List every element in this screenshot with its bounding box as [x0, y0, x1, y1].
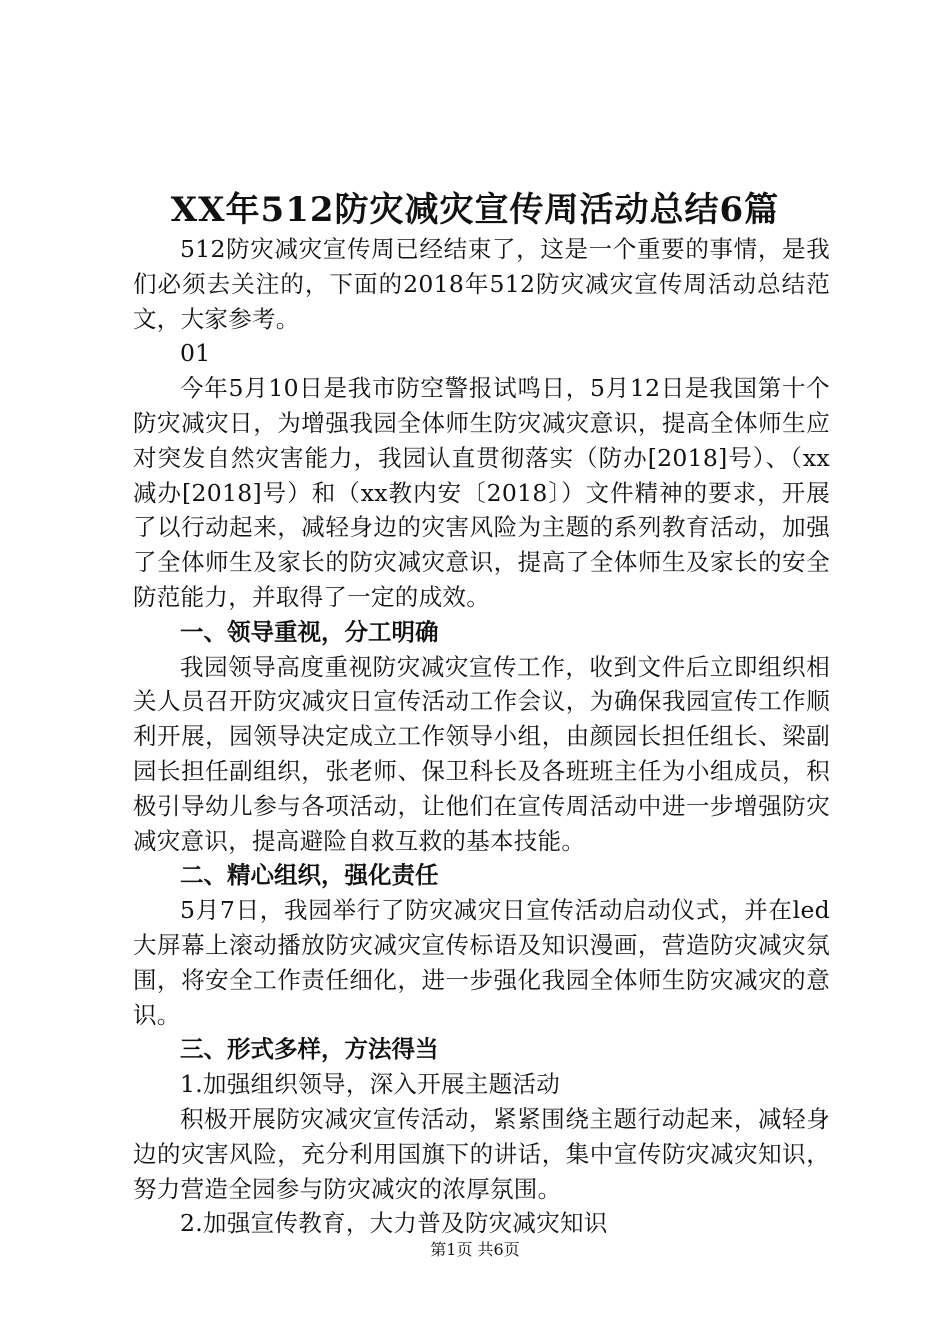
subheading: 2.加强宣传教育，大力普及防灾减灾知识	[180, 1209, 608, 1238]
body-paragraph: 今年5月10日是我市防空警报试鸣日，5月12日是我国第十个防灾减灾日，为增强我园全体师生防灾减灾意识，提高全体师生应对突发自然灾害能力，我园认直贯彻落实（防办[2018]号）、（xx减办[2018]号）和（xx教内安〔2018〕）文件精神的要求，开展了以行动起来，减轻身边的灾害风险为主题的系列教育活动，加强了全体师生及家长的防灾减灾意识，提高了全体师生及家长的安全防范能力，并取得了一定的成效。	[133, 374, 830, 611]
page-footer: 第1页 共6页	[430, 1240, 520, 1259]
body-paragraph: 我园领导高度重视防灾减灾宣传工作，收到文件后立即组织相关人员召开防灾减灾日宣传活动工作会议，为确保我园宣传工作顺利开展，园领导决定成立工作领导小组，由颜园长担任组长、梁副园长担任副组织，张老师、保卫科长及各班班主任为小组成员，积极引导幼儿参与各项活动，让他们在宣传周活动中进一步增强防灾减灾意识，提高避险自救互救的基本技能。	[133, 652, 830, 855]
section-number: 01	[180, 339, 211, 368]
document-title: XX年512防灾减灾宣传周活动总结6篇	[170, 190, 780, 230]
intro-paragraph: 512防灾减灾宣传周已经结束了，这是一个重要的事情，是我们必须去关注的，下面的2018年512防灾减灾宣传周活动总结范文，大家参考。	[133, 235, 830, 333]
section-heading: 三、形式多样，方法得当	[180, 1035, 439, 1064]
body-paragraph: 5月7日，我园举行了防灾减灾日宣传活动启动仪式，并在led大屏幕上滚动播放防灾减灾宣传标语及知识漫画，营造防灾减灾氛围，将安全工作责任细化，进一步强化我园全体师生防灾减灾的意识。	[133, 896, 830, 1029]
section-heading: 一、领导重视，分工明确	[180, 617, 439, 646]
document-body	[133, 232, 830, 1241]
section-heading: 二、精心组织，强化责任	[180, 861, 439, 890]
body-paragraph: 积极开展防灾减灾宣传活动，紧紧围绕主题行动起来，减轻身边的灾害风险，充分利用国旗下的讲话，集中宣传防灾减灾知识，努力营造全园参与防灾减灾的浓厚氛围。	[133, 1104, 830, 1203]
subheading: 1.加强组织领导，深入开展主题活动	[180, 1070, 561, 1099]
